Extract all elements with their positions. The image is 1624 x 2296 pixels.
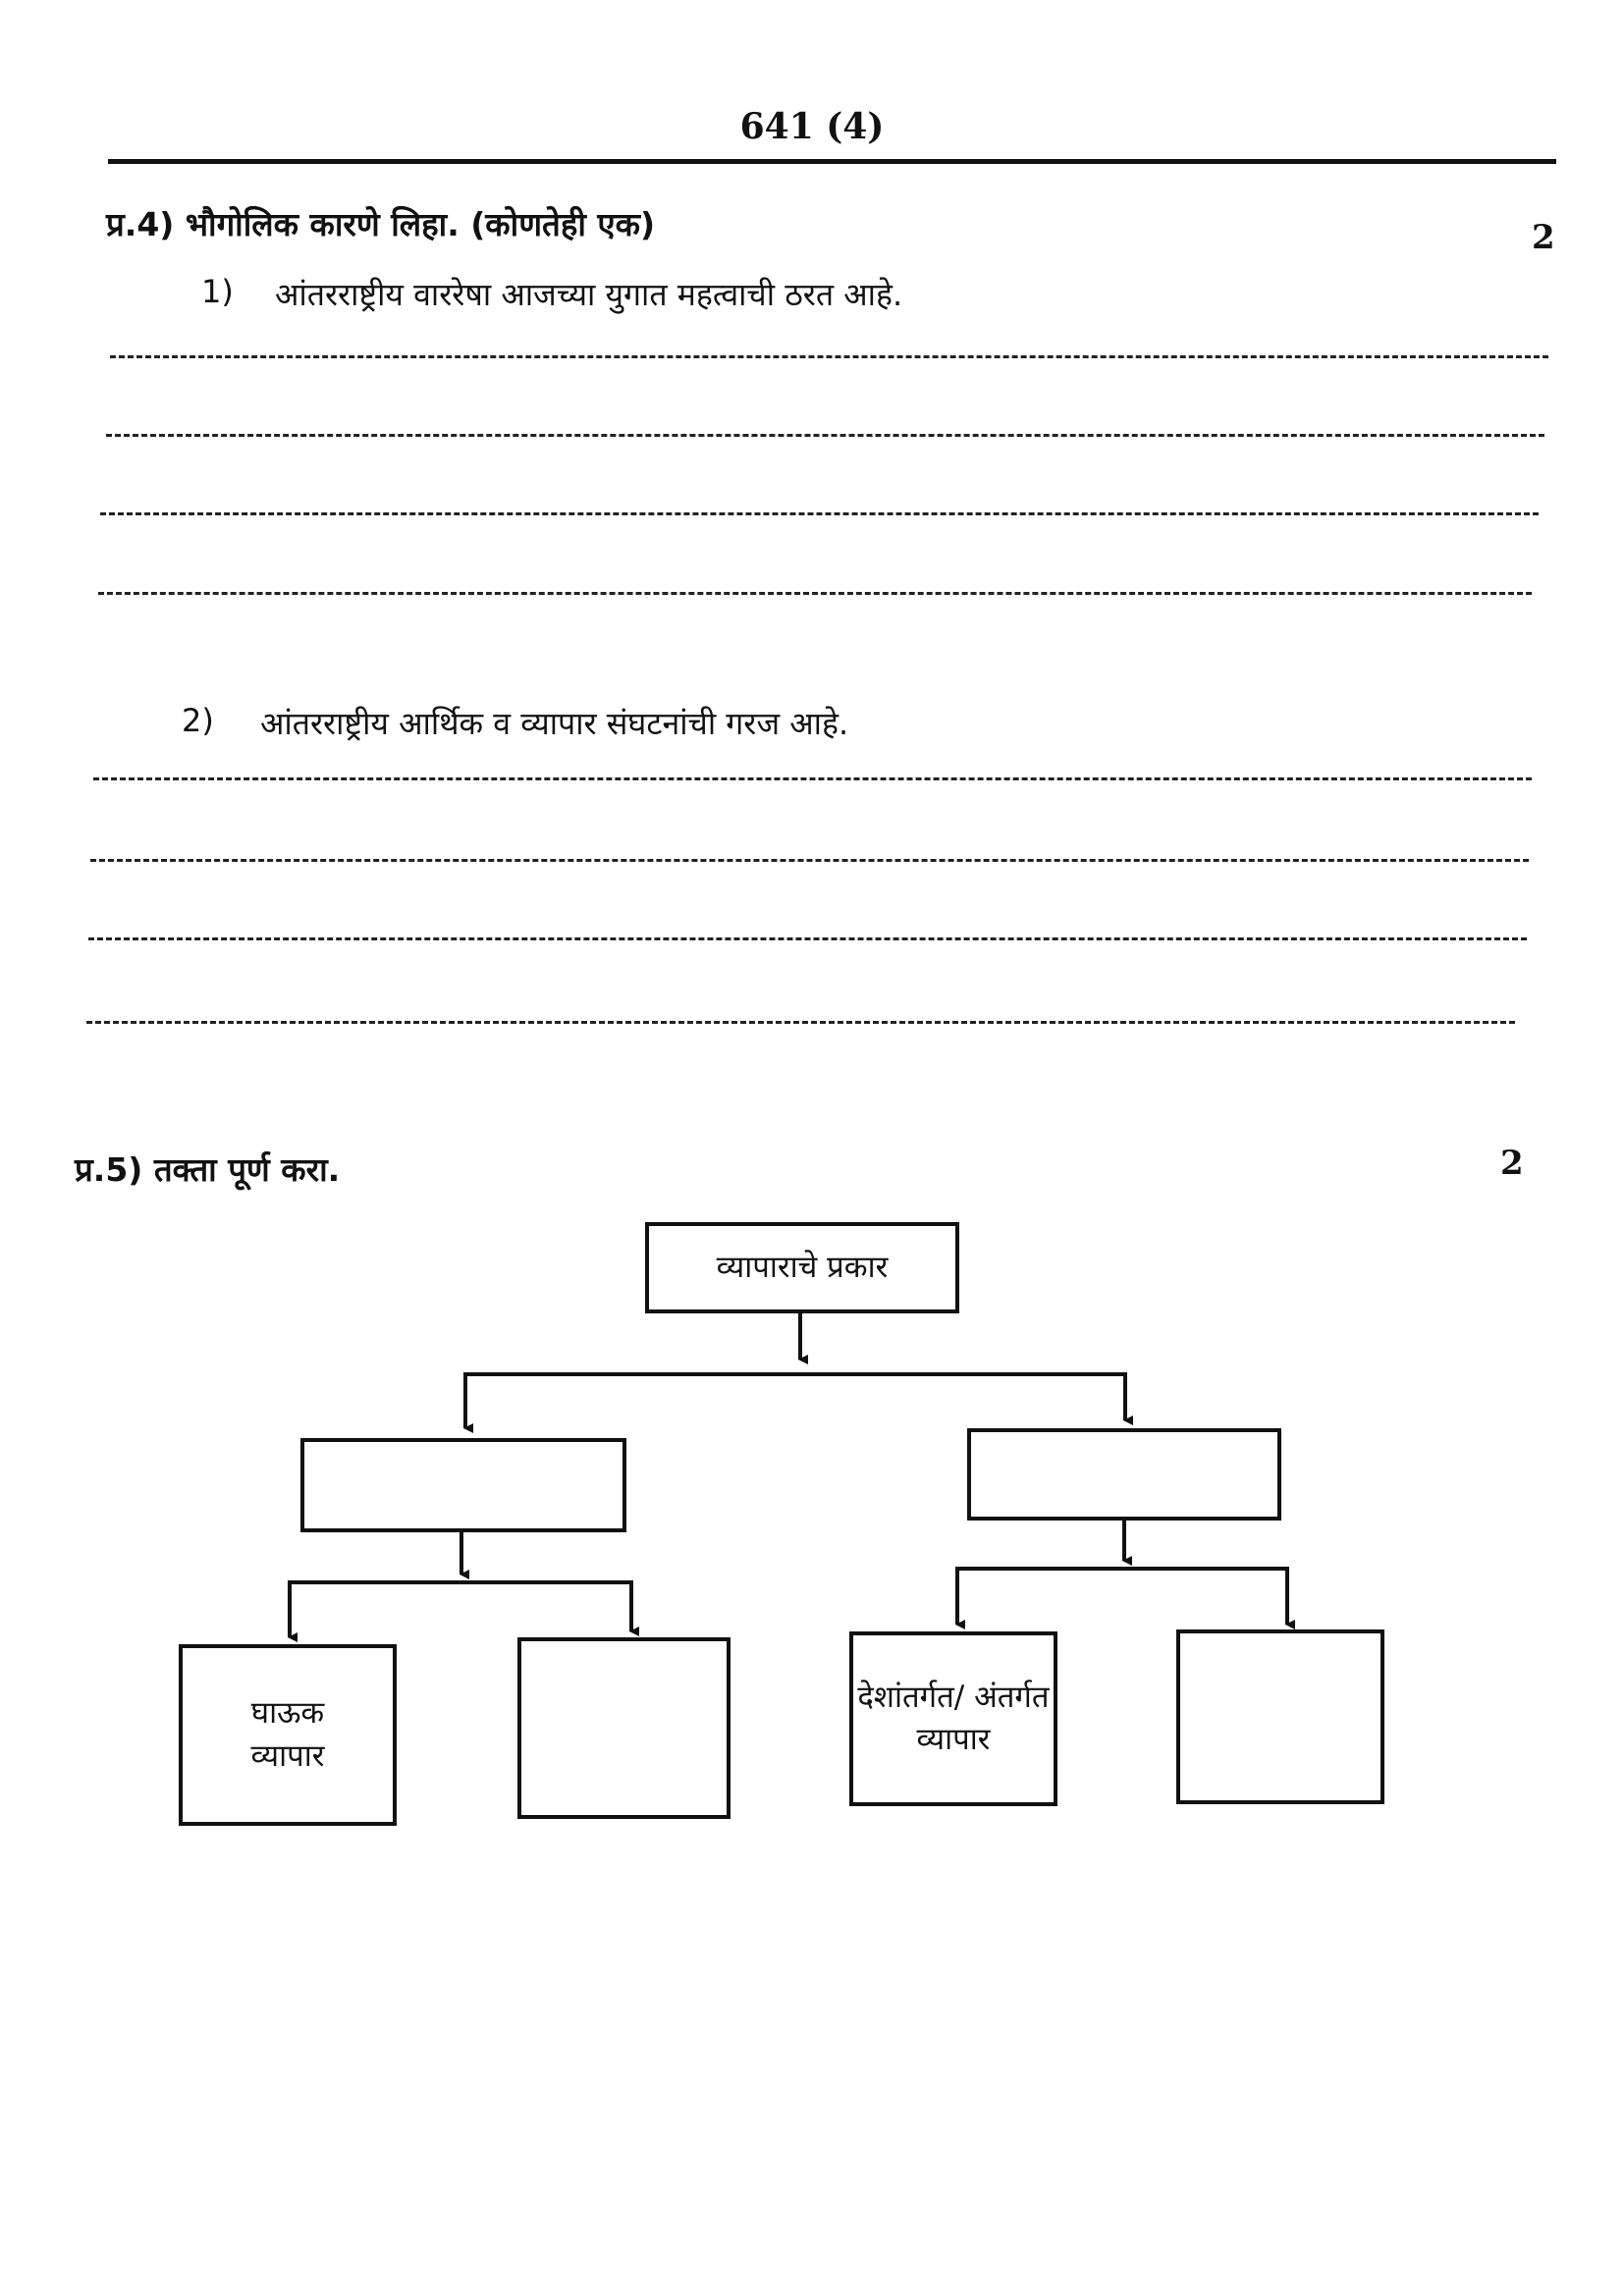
page-number: 641 (4): [739, 106, 885, 147]
q4-item-1-text: आंतरराष्ट्रीय वाररेषा आजच्या युगात महत्वाची ठरत आहे.: [275, 276, 903, 313]
q4-item-2-text: आंतरराष्ट्रीय आर्थिक व व्यापार संघटनांची गरज आहे.: [260, 705, 849, 742]
chart-leaf-4-box[interactable]: [1176, 1629, 1384, 1804]
q4-heading: प्र.4) भौगोलिक कारणे लिहा. (कोणतेही एक): [106, 205, 656, 243]
chart-leaf-3-box: [849, 1631, 1057, 1806]
q4-item-1-number: 1): [201, 273, 234, 310]
chart-mid-left-box[interactable]: [300, 1438, 626, 1532]
chart-root-box: [645, 1222, 959, 1313]
chart-leaf-1-label: घाऊक व्यापार: [250, 1695, 325, 1774]
q5-marks: 2: [1500, 1144, 1524, 1183]
chart-leaf-3-label: देशांतर्गत/ अंतर्गत व्यापार: [857, 1679, 1050, 1757]
chart-leaf-1-box: [179, 1644, 397, 1826]
chart-root-label: व्यापाराचे प्रकार: [716, 1249, 889, 1285]
chart-leaf-2-box[interactable]: [517, 1637, 731, 1819]
chart-mid-right-box[interactable]: [967, 1428, 1281, 1521]
q4-item-2-number: 2): [182, 702, 214, 739]
q5-heading: प्र.5) तक्ता पूर्ण करा.: [75, 1150, 341, 1189]
q4-marks: 2: [1532, 218, 1555, 257]
